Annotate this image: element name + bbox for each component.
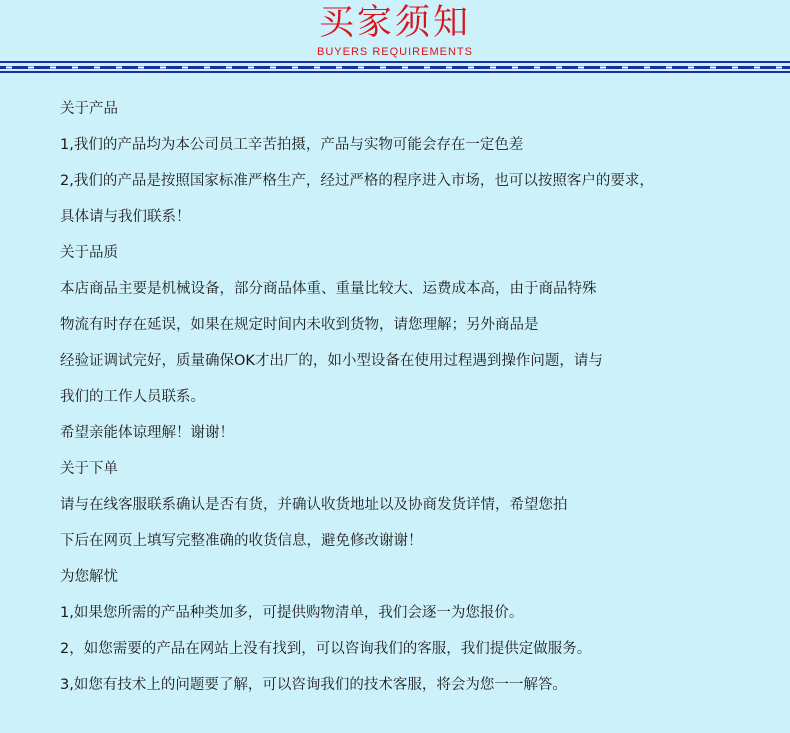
section-heading-support: 为您解忧: [60, 569, 118, 585]
divider-dot: [710, 67, 716, 69]
divider-dot: [28, 67, 34, 69]
divider-dot: [776, 67, 782, 69]
divider-dot: [116, 67, 122, 69]
paragraph-line: 下后在网页上填写完整准确的收货信息，避免修改谢谢！: [60, 533, 423, 549]
divider-dot: [622, 67, 628, 69]
divider-dot: [204, 67, 210, 69]
header: [0, 0, 790, 86]
page-title: 买家须知: [318, 3, 471, 43]
paragraph-line: 经验证调试完好，质量确保OK才出厂的，如小型设备在使用过程遇到操作问题，请与: [60, 353, 603, 369]
divider-dot: [666, 67, 672, 69]
divider-dot: [94, 67, 100, 69]
decorative-divider: [0, 61, 790, 83]
divider-dot: [600, 67, 606, 69]
section-heading-products: 关于产品: [60, 101, 118, 117]
divider-dot: [270, 67, 276, 69]
content: [60, 96, 760, 708]
paragraph-line: 3,如您有技术上的问题要了解，可以咨询我们的技术客服，将会为您一一解答。: [60, 677, 567, 693]
divider-dot: [688, 67, 694, 69]
divider-dot: [138, 67, 144, 69]
divider-dot: [732, 67, 738, 69]
divider-dot: [534, 67, 540, 69]
divider-dot: [248, 67, 254, 69]
section-heading-ordering: 关于下单: [60, 461, 118, 477]
divider-dot: [446, 67, 452, 69]
divider-dot: [182, 67, 188, 69]
paragraph-line: 1,我们的产品均为本公司员工辛苦拍摄，产品与实物可能会存在一定色差: [60, 137, 524, 153]
paragraph-line: 2,我们的产品是按照国家标准严格生产，经过严格的程序进入市场，也可以按照客户的要求，: [60, 173, 654, 189]
section-heading-quality: 关于品质: [60, 245, 118, 261]
divider-dot: [754, 67, 760, 69]
divider-dot: [6, 67, 12, 69]
divider-dot: [402, 67, 408, 69]
divider-dot: [468, 67, 474, 69]
paragraph-line: 物流有时存在延误，如果在规定时间内未收到货物，请您理解；另外商品是: [60, 317, 539, 333]
divider-dot: [424, 67, 430, 69]
divider-dot: [490, 67, 496, 69]
divider-dot: [50, 67, 56, 69]
divider-dot: [380, 67, 386, 69]
paragraph-line: 2，如您需要的产品在网站上没有找到，可以咨询我们的客服，我们提供定做服务。: [60, 641, 592, 657]
paragraph-line: 我们的工作人员联系。: [60, 389, 205, 405]
paragraph-line: 具体请与我们联系！: [60, 209, 191, 225]
divider-dot: [644, 67, 650, 69]
paragraph-line: 希望亲能体谅理解！谢谢！: [60, 425, 234, 441]
divider-dot: [314, 67, 320, 69]
page-subtitle: BUYERS REQUIREMENTS: [317, 46, 473, 58]
divider-dot: [72, 67, 78, 69]
divider-dot: [358, 67, 364, 69]
divider-dot: [292, 67, 298, 69]
divider-dot: [160, 67, 166, 69]
divider-dot: [226, 67, 232, 69]
paragraph-line: 1,如果您所需的产品种类加多，可提供购物清单，我们会逐一为您报价。: [60, 605, 524, 621]
paragraph-line: 本店商品主要是机械设备，部分商品体重、重量比较大、运费成本高，由于商品特殊: [60, 281, 597, 297]
divider-dot: [512, 67, 518, 69]
divider-dot: [556, 67, 562, 69]
divider-dot: [336, 67, 342, 69]
divider-dot: [578, 67, 584, 69]
paragraph-line: 请与在线客服联系确认是否有货，并确认收货地址以及协商发货详情，希望您拍: [60, 497, 568, 513]
